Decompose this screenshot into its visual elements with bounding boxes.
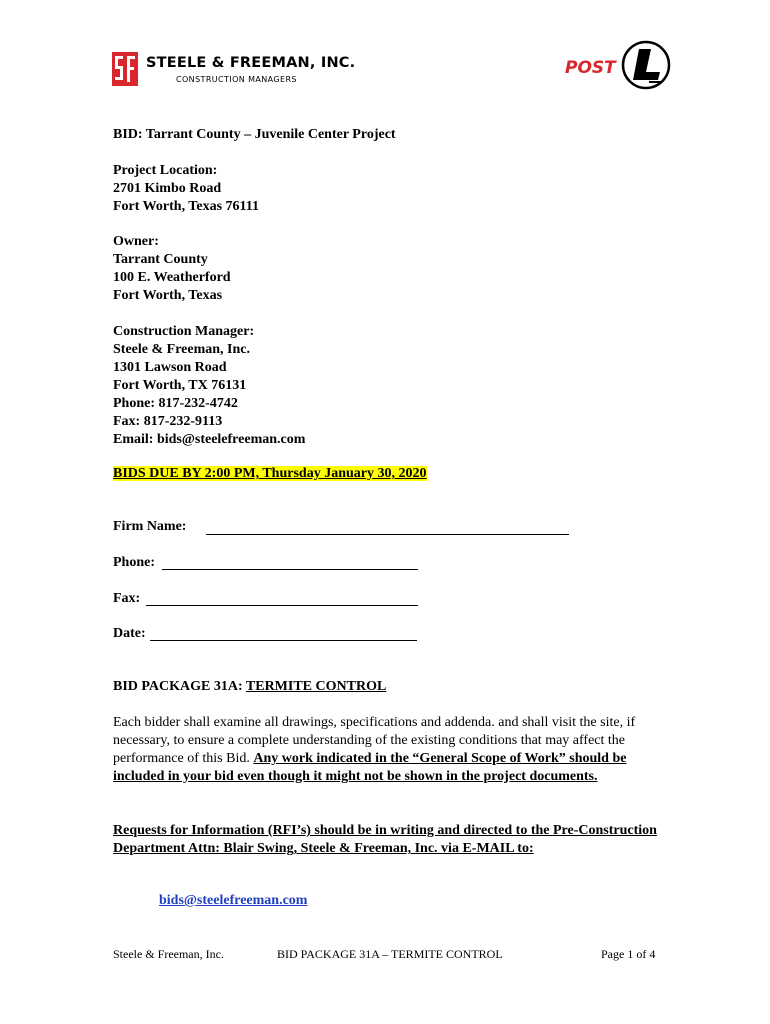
bids-due-notice <box>113 465 427 483</box>
phone-label: Phone: <box>113 555 155 570</box>
project-location-label: Project Location: <box>113 163 218 178</box>
company-subtitle: CONSTRUCTION MANAGERS <box>176 75 297 84</box>
owner-line: 100 E. Weatherford <box>113 270 231 285</box>
cm-email: Email: bids@steelefreeman.com <box>113 432 306 447</box>
date-field[interactable] <box>150 640 417 641</box>
owner-line: Tarrant County <box>113 252 208 267</box>
company-name: STEELE & FREEMAN, INC. <box>146 55 356 71</box>
bid-package-heading <box>113 679 386 695</box>
paragraph-plain-text: Each bidder shall examine all drawings, specifications and addenda. and shall visit the site, if necessary, to ensure a complete understanding of the existing conditions that may affect the performance of this Bid. <box>113 715 636 766</box>
owner-label: Owner: <box>113 234 159 249</box>
cm-line: Steele & Freeman, Inc. <box>113 342 250 357</box>
paragraph-bold-text: Any work indicated in the “General Scope of Work” should be included in your bid even though it might not be shown in the project documents. <box>113 751 627 784</box>
construction-manager-block <box>113 323 305 449</box>
cm-line: Fort Worth, TX 76131 <box>113 378 247 393</box>
owner-line: Fort Worth, Texas <box>113 288 223 303</box>
svg-text:POST: POST <box>565 58 616 78</box>
firm-name-field[interactable] <box>206 534 569 535</box>
footer-page-number: Page 1 of 4 <box>601 947 656 961</box>
cm-line: 1301 Lawson Road <box>113 360 227 375</box>
bids-email-link[interactable]: bids@steelefreeman.com <box>159 893 308 908</box>
fax-label: Fax: <box>113 591 141 606</box>
rfi-instructions: Requests for Information (RFI’s) should be in writing and directed to the Pre-Construction Department Attn: Blair Swing, Steele & Freeman, Inc. via E-MAIL to: <box>113 823 657 856</box>
cm-phone: Phone: 817-232-4742 <box>113 396 238 411</box>
firm-name-label: Firm Name: <box>113 519 187 534</box>
bid-title: BID: Tarrant County – Juvenile Center Project <box>113 127 396 142</box>
bids-due-text: BIDS DUE BY 2:00 PM, Thursday January 30, 2020 <box>113 466 427 481</box>
project-location-line: Fort Worth, Texas 76111 <box>113 199 259 214</box>
cm-label: Construction Manager: <box>113 324 255 339</box>
bid-package-title: TERMITE CONTROL <box>245 679 387 694</box>
steele-freeman-logo <box>112 52 356 88</box>
post-l-logo-icon <box>565 40 671 90</box>
date-label: Date: <box>113 626 146 641</box>
owner-block <box>113 233 231 305</box>
bidder-instructions-paragraph <box>113 714 658 786</box>
sf-logo-mark-icon <box>112 52 138 86</box>
project-location-block <box>113 162 259 216</box>
cm-fax: Fax: 817-232-9113 <box>113 414 223 429</box>
phone-field[interactable] <box>162 569 418 570</box>
bid-package-prefix: BID PACKAGE 31A: <box>113 679 246 694</box>
footer-package: BID PACKAGE 31A – TERMITE CONTROL <box>277 947 503 961</box>
project-location-line: 2701 Kimbo Road <box>113 181 222 196</box>
footer-company: Steele & Freeman, Inc. <box>113 947 224 961</box>
fax-field[interactable] <box>146 605 418 606</box>
